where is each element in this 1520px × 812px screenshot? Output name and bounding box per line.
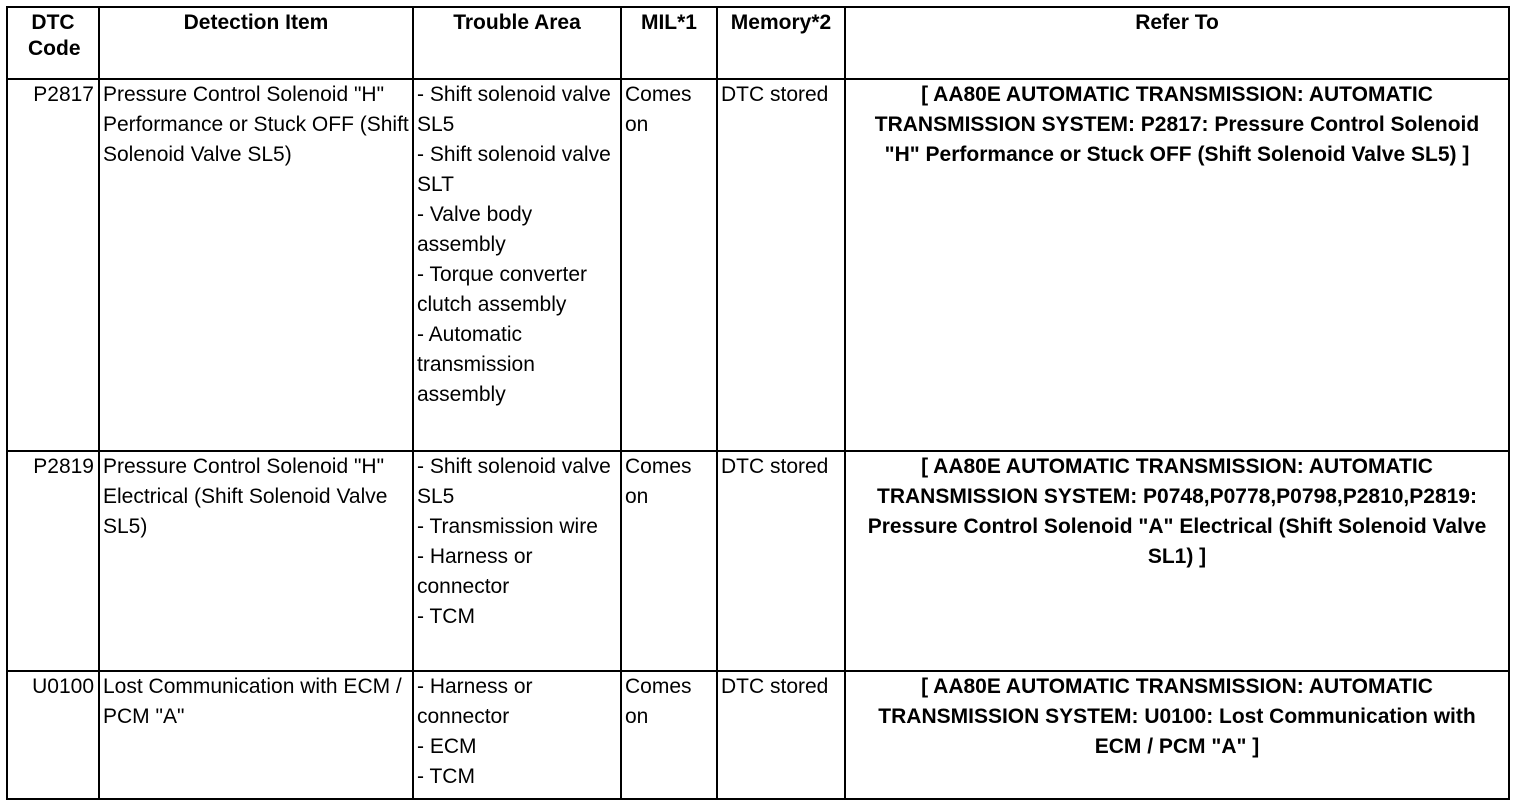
detection-item-cell: Lost Communication with ECM / PCM "A" <box>99 671 413 799</box>
detection-item-cell: Pressure Control Solenoid "H" Performance or Stuck OFF (Shift Solenoid Valve SL5) <box>99 79 413 451</box>
table-row <box>7 451 1509 671</box>
header-dtc-code: DTC Code <box>7 7 99 79</box>
dtc-code-cell: P2817 <box>7 79 99 451</box>
table-row <box>7 671 1509 799</box>
header-mil: MIL*1 <box>621 7 717 79</box>
dtc-table <box>6 6 1510 800</box>
table-row <box>7 79 1509 451</box>
trouble-area-item: - Harness or connector <box>417 545 533 598</box>
trouble-area-item: - Automatic transmission assembly <box>417 323 535 406</box>
dtc-code-cell: U0100 <box>7 671 99 799</box>
mil-cell: Comes on <box>621 451 717 671</box>
trouble-area-item: - Transmission wire <box>417 515 598 538</box>
header-memory: Memory*2 <box>717 7 845 79</box>
table-header-row <box>7 7 1509 79</box>
refer-to-cell: [ AA80E AUTOMATIC TRANSMISSION: AUTOMATIC TRANSMISSION SYSTEM: P0748,P0778,P0798,P2810,P2819: Pressure Control Solenoid "A" Electrical (Shift Solenoid Valve SL1) ] <box>845 451 1509 671</box>
trouble-area-item: - Valve body assembly <box>417 203 533 256</box>
mil-cell: Comes on <box>621 671 717 799</box>
dtc-code-cell: P2819 <box>7 451 99 671</box>
trouble-area-item: - Shift solenoid valve SL5 <box>417 83 611 136</box>
trouble-area-item: - TCM <box>417 765 475 788</box>
trouble-area-cell <box>413 451 621 671</box>
trouble-area-item: - TCM <box>417 605 475 628</box>
trouble-area-item: - Torque converter clutch assembly <box>417 263 588 316</box>
trouble-area-item: - Shift solenoid valve SLT <box>417 143 611 196</box>
mil-cell: Comes on <box>621 79 717 451</box>
refer-to-cell: [ AA80E AUTOMATIC TRANSMISSION: AUTOMATIC TRANSMISSION SYSTEM: U0100: Lost Communication with ECM / PCM "A" ] <box>845 671 1509 799</box>
trouble-area-cell <box>413 671 621 799</box>
header-refer-to: Refer To <box>845 7 1509 79</box>
refer-to-cell: [ AA80E AUTOMATIC TRANSMISSION: AUTOMATIC TRANSMISSION SYSTEM: P2817: Pressure Control Solenoid "H" Performance or Stuck OFF (Shift Solenoid Valve SL5) ] <box>845 79 1509 451</box>
trouble-area-cell <box>413 79 621 451</box>
header-trouble-area: Trouble Area <box>413 7 621 79</box>
trouble-area-item: - ECM <box>417 735 477 758</box>
detection-item-cell: Pressure Control Solenoid "H" Electrical (Shift Solenoid Valve SL5) <box>99 451 413 671</box>
trouble-area-item: - Harness or connector <box>417 675 533 728</box>
memory-cell: DTC stored <box>717 671 845 799</box>
memory-cell: DTC stored <box>717 451 845 671</box>
memory-cell: DTC stored <box>717 79 845 451</box>
header-detection-item: Detection Item <box>99 7 413 79</box>
trouble-area-item: - Shift solenoid valve SL5 <box>417 455 611 508</box>
